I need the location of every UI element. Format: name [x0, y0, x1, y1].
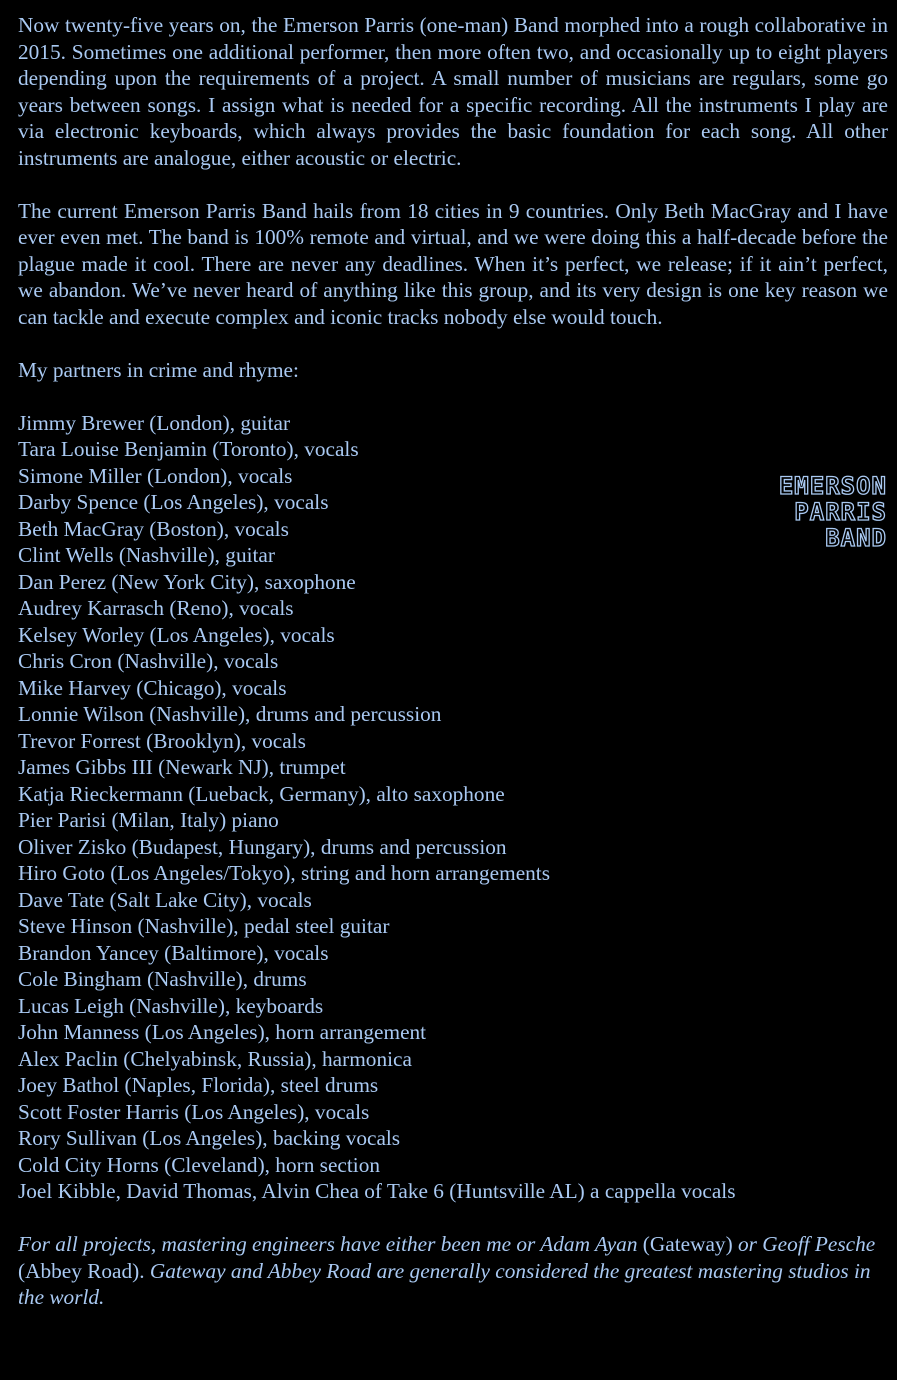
list-item: Mike Harvey (Chicago), vocals — [18, 675, 287, 700]
list-item: Lonnie Wilson (Nashville), drums and percussion — [18, 702, 442, 726]
mastering-note-italic-2: or Geoff Pesche — [738, 1232, 876, 1256]
spacer — [18, 171, 888, 198]
logo-line-band: BAND — [825, 524, 887, 552]
list-item: Audrey Karrasch (Reno), vocals — [18, 596, 294, 620]
mastering-note-italic-1: For all projects, mastering engineers have either been me or Adam Ayan — [18, 1232, 638, 1256]
list-item: Alex Paclin (Chelyabinsk, Russia), harmonica — [18, 1046, 412, 1071]
logo-line-parris: PARRIS — [794, 498, 887, 526]
list-item: Tara Louise Benjamin (Toronto), vocals — [18, 437, 359, 461]
list-item: Lucas Leigh (Nashville), keyboards — [18, 993, 324, 1018]
list-item: Cold City Horns (Cleveland), horn section — [18, 1152, 380, 1177]
mastering-note-studio-1: (Gateway) — [637, 1232, 738, 1256]
list-item: Simone Miller (London), vocals — [18, 463, 293, 488]
list-item: Beth MacGray (Boston), vocals — [18, 516, 289, 541]
mastering-note-italic-3: Gateway and Abbey Road are generally considered the greatest mastering studios in the world. — [18, 1258, 871, 1309]
list-item: Darby Spence (Los Angeles), vocals — [18, 490, 329, 514]
list-item: Hiro Goto (Los Angeles/Tokyo), string and horn arrangements — [18, 861, 551, 885]
logo-line-emerson: EMERSON — [778, 472, 887, 500]
list-item: Dan Perez (New York City), saxophone — [18, 569, 356, 594]
spacer — [18, 330, 888, 357]
spacer — [18, 1205, 888, 1232]
intro-paragraph-2: The current Emerson Parris Band hails from 18 cities in 9 countries. Only Beth MacGray and I have ever even met. The band is 100% remote and virtual, and we were doing this a half-decade before the plague made it cool. There are never any deadlines. When it’s perfect, we release; if it ain’t perfect, we abandon. We’ve never heard of anything like this group, and its very design is one key reason we can tackle and execute complex and iconic tracks nobody else would touch. — [18, 198, 888, 329]
list-item: Joey Bathol (Naples, Florida), steel drums — [18, 1073, 379, 1097]
list-item: Trevor Forrest (Brooklyn), vocals — [18, 728, 306, 753]
bio-page — [18, 12, 888, 1311]
list-item: Katja Rieckermann (Lueback, Germany), alto saxophone — [18, 781, 505, 806]
list-item: Joel Kibble, David Thomas, Alvin Chea of Take 6 (Huntsville AL) a cappella vocals — [18, 1179, 736, 1203]
list-item: Brandon Yancey (Baltimore), vocals — [18, 940, 329, 965]
list-item: Kelsey Worley (Los Angeles), vocals — [18, 622, 335, 647]
list-item: Rory Sullivan (Los Angeles), backing vocals — [18, 1126, 401, 1150]
list-item: Dave Tate (Salt Lake City), vocals — [18, 887, 312, 912]
list-item: Scott Foster Harris (Los Angeles), vocals — [18, 1099, 370, 1124]
list-item: John Manness (Los Angeles), horn arrangement — [18, 1020, 427, 1044]
mastering-note — [18, 1231, 888, 1311]
band-logo — [735, 473, 887, 551]
partners-heading: My partners in crime and rhyme: — [18, 357, 299, 382]
list-item: James Gibbs III (Newark NJ), trumpet — [18, 755, 346, 779]
intro-paragraph-1: Now twenty-five years on, the Emerson Parris (one-man) Band morphed into a rough collaborative in 2015. Sometimes one additional performer, then more often two, and occasionally up to eight players depending upon the requirements of a project. A small number of musicians are regulars, some go years between songs. I assign what is needed for a specific recording. All the instruments I play are via electronic keyboards, which always provides the basic foundation for each song. All other instruments are analogue, either acoustic or electric. — [18, 13, 888, 170]
spacer — [18, 383, 888, 410]
list-item: Steve Hinson (Nashville), pedal steel guitar — [18, 914, 390, 938]
list-item: Pier Parisi (Milan, Italy) piano — [18, 808, 279, 832]
list-item: Jimmy Brewer (London), guitar — [18, 410, 291, 435]
list-item: Cole Bingham (Nashville), drums — [18, 967, 307, 991]
list-item: Clint Wells (Nashville), guitar — [18, 543, 275, 567]
list-item: Oliver Zisko (Budapest, Hungary), drums and percussion — [18, 834, 507, 859]
list-item: Chris Cron (Nashville), vocals — [18, 649, 279, 673]
mastering-note-studio-2: (Abbey Road). — [18, 1258, 150, 1283]
